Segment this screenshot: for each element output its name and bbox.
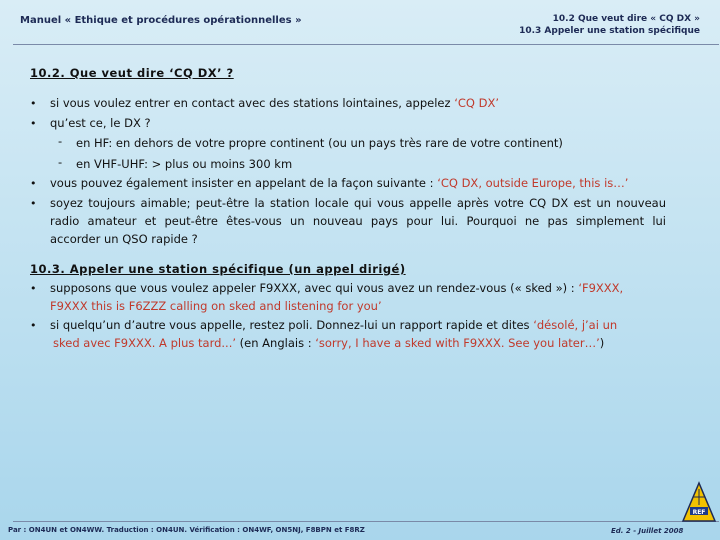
s1-bullet-3-red: ‘CQ DX, outside Europe, this is…’ bbox=[437, 176, 629, 190]
s2-bullet-2-text-c: ) bbox=[599, 336, 605, 350]
s2-bullet-1-red-b: F9XXX this is F6ZZZ calling on sked and listening for you’ bbox=[50, 299, 382, 313]
header-chapter-line2: 10.3 Appeler une station spécifique bbox=[519, 26, 700, 36]
bullet-icon: • bbox=[30, 177, 37, 190]
s2-bullet-2-text: si quelqu’un d’autre vous appelle, restez poli. Donnez-lui un rapport rapide et dites bbox=[50, 318, 534, 332]
footer-credits: Par : ON4UN et ON4WW. Traduction : ON4UN. Vérification : ON4WF, ON5NJ, F8BPN et F8RZ bbox=[8, 526, 365, 534]
s1-bullet-2: qu’est ce, le DX ? bbox=[50, 116, 151, 130]
section-10-3-title: 10.3. Appeler une station spécifique (un appel dirigé) bbox=[30, 262, 406, 276]
s2-bullet-1 bbox=[50, 279, 623, 315]
s1-dash-1: en HF: en dehors de votre propre continent (ou un pays très rare de votre continent) bbox=[76, 136, 563, 150]
s2-bullet-2-red-a: ‘désolé, j’ai un bbox=[533, 318, 618, 332]
s2-bullet-2-red-c: ‘sorry, I have a sked with F9XXX. See you later…’ bbox=[315, 336, 600, 350]
footer-edition: Ed. 2 - Juillet 2008 bbox=[611, 527, 684, 535]
dash-icon: - bbox=[58, 155, 63, 169]
header-chapter bbox=[519, 13, 700, 37]
s1-bullet-1-red: ‘CQ DX’ bbox=[454, 96, 499, 110]
header-title: Manuel « Ethique et procédures opérationnelles » bbox=[20, 15, 302, 26]
s1-bullet-3 bbox=[50, 174, 628, 192]
s1-dash-2: en VHF-UHF: > plus ou moins 300 km bbox=[76, 157, 293, 171]
bullet-icon: • bbox=[30, 97, 37, 110]
bullet-icon: • bbox=[30, 319, 37, 332]
s1-bullet-4-line1: soyez toujours aimable; peut-être la station locale qui vous appelle après votre CQ DX est un nouveau bbox=[50, 196, 666, 210]
s2-bullet-2 bbox=[50, 316, 617, 352]
s2-bullet-1-text: supposons que vous voulez appeler F9XXX, avec qui vous avez un rendez-vous (« sked ») : bbox=[50, 281, 579, 295]
logo-text: REF bbox=[692, 509, 706, 516]
bullet-icon: • bbox=[30, 117, 37, 130]
s2-bullet-1-red-a: ‘F9XXX, bbox=[578, 281, 624, 295]
bullet-icon: • bbox=[30, 197, 37, 210]
section-10-2-title: 10.2. Que veut dire ‘CQ DX’ ? bbox=[30, 66, 234, 80]
dash-icon: - bbox=[58, 134, 63, 148]
s1-bullet-1 bbox=[50, 94, 499, 112]
header-chapter-line1: 10.2 Que veut dire « CQ DX » bbox=[552, 14, 700, 24]
s1-bullet-1-text: si vous voulez entrer en contact avec des stations lointaines, appelez bbox=[50, 96, 455, 110]
bullet-icon: • bbox=[30, 282, 37, 295]
s1-bullet-4-line2: radio amateur et peut-être êtes-vous un nouveau pays pour lui. Pourquoi ne pas simplement lui bbox=[50, 214, 666, 228]
s2-bullet-2-text-b: (en Anglais : bbox=[236, 336, 316, 350]
ref-logo-icon bbox=[681, 481, 717, 525]
s1-bullet-3-text: vous pouvez également insister en appelant de la façon suivante : bbox=[50, 176, 438, 190]
s2-bullet-2-red-b: sked avec F9XXX. A plus tard...’ bbox=[53, 336, 237, 350]
s1-bullet-4-line3: accorder un QSO rapide ? bbox=[50, 232, 198, 246]
s1-bullet-4 bbox=[50, 194, 666, 248]
footer-divider bbox=[13, 521, 719, 522]
header-divider bbox=[13, 44, 719, 45]
